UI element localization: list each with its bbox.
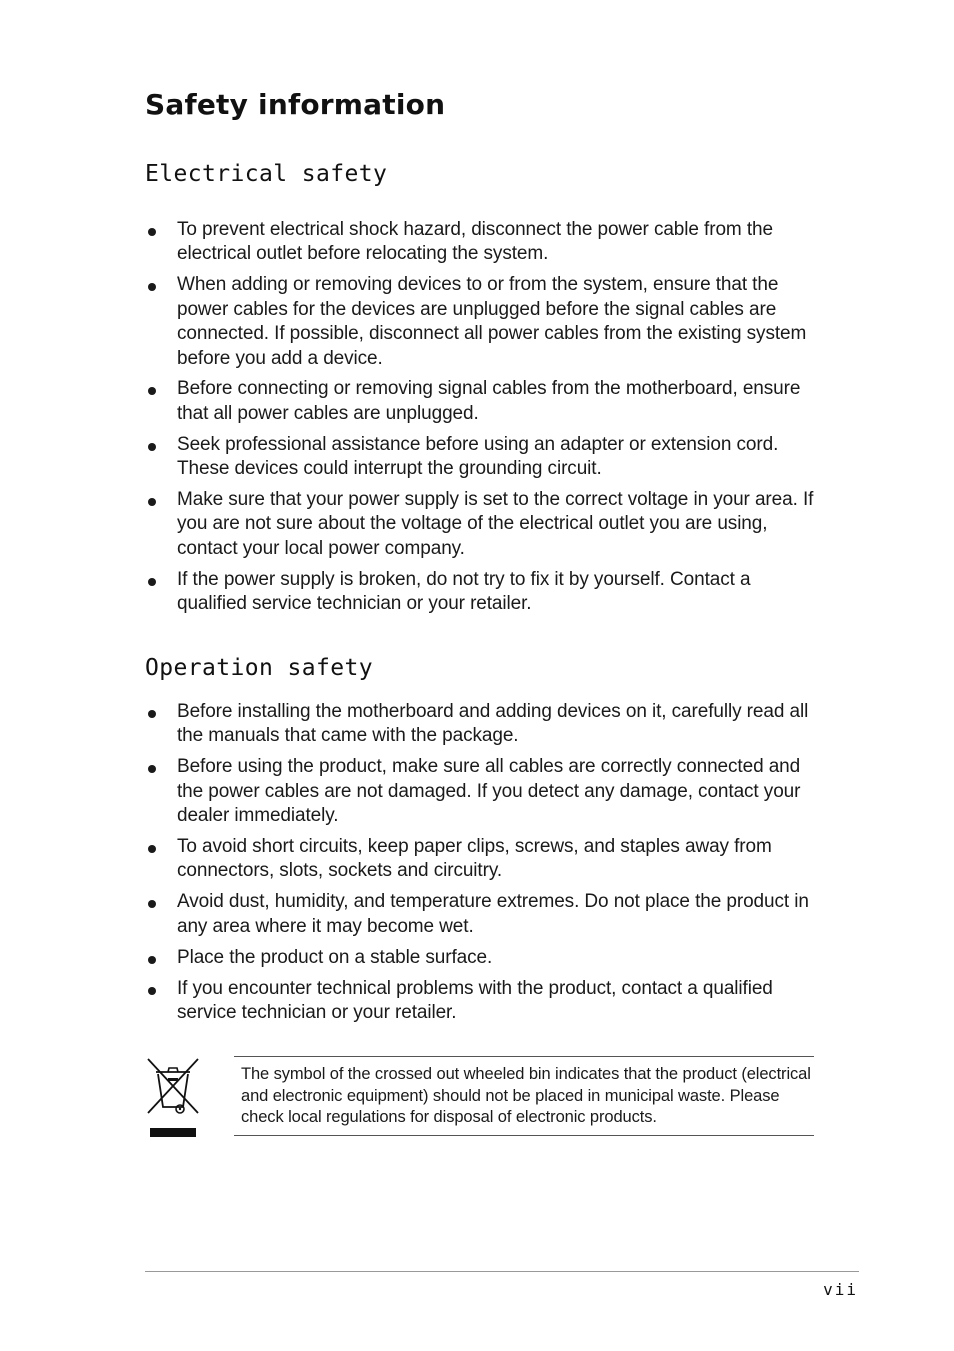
list-item <box>145 273 825 371</box>
list-item <box>145 377 825 426</box>
bullet-icon <box>148 845 156 853</box>
list-item <box>145 700 825 749</box>
weee-note-frame <box>234 1056 814 1136</box>
list-item-text: Place the product on a stable surface. <box>177 946 493 968</box>
list-item <box>145 890 825 939</box>
electrical-safety-heading: Electrical safety <box>145 161 388 187</box>
list-item-text: Make sure that your power supply is set to the correct voltage in your area. If you are not sure about the voltage of the electrical outlet you are using, contact your local power company. <box>177 489 814 559</box>
list-item-text: Avoid dust, humidity, and temperature extremes. Do not place the product in any area where it may become wet. <box>177 891 809 937</box>
bullet-icon <box>148 578 156 586</box>
list-item-text: When adding or removing devices to or from the system, ensure that the power cables for the devices are unplugged before the signal cables are connected. If possible, disconnect all power cables from the existing system before you add a device. <box>177 274 807 369</box>
list-item-text: If the power supply is broken, do not try to fix it by yourself. Contact a qualified service technician or your retailer. <box>177 568 751 615</box>
list-item <box>145 433 825 482</box>
bullet-icon <box>148 443 156 451</box>
operation-safety-list <box>145 700 825 1032</box>
bullet-icon <box>148 498 156 506</box>
bullet-icon <box>148 987 156 995</box>
list-item <box>145 977 825 1026</box>
bullet-icon <box>148 956 156 964</box>
list-item-text: Before installing the motherboard and adding devices on it, carefully read all the manuals that came with the package. <box>177 701 809 747</box>
list-item <box>145 488 825 561</box>
list-item <box>145 218 825 267</box>
list-item <box>145 946 825 970</box>
list-item <box>145 835 825 884</box>
page-number: vii <box>823 1280 858 1299</box>
list-item-text: To prevent electrical shock hazard, disconnect the power cable from the electrical outlet before relocating the system. <box>177 219 773 265</box>
bullet-icon <box>148 900 156 908</box>
list-item-text: Before connecting or removing signal cables from the motherboard, ensure that all power cables are unplugged. <box>177 378 801 424</box>
page-title: Safety information <box>145 88 446 121</box>
bullet-icon <box>148 283 156 291</box>
operation-safety-heading: Operation safety <box>145 655 373 681</box>
bullet-icon <box>148 765 156 773</box>
bullet-icon <box>148 710 156 718</box>
list-item-text: To avoid short circuits, keep paper clips, screws, and staples away from connectors, slots, sockets and circuitry. <box>177 836 772 882</box>
list-item <box>145 568 825 617</box>
list-item-text: Seek professional assistance before using an adapter or extension cord. These devices could interrupt the grounding circuit. <box>177 433 779 480</box>
bullet-icon <box>148 387 156 395</box>
list-item-text: If you encounter technical problems with the product, contact a qualified service technician or your retailer. <box>177 977 773 1023</box>
list-item-text: Before using the product, make sure all cables are correctly connected and the power cables are not damaged. If you detect any damage, contact your dealer immediately. <box>177 756 801 827</box>
bullet-icon <box>148 228 156 236</box>
weee-note-text: The symbol of the crossed out wheeled bin indicates that the product (electrical and electronic equipment) should not be placed in municipal waste. Please check local regulations for disposal of electronic products. <box>241 1065 811 1126</box>
crossed-out-wheeled-bin-icon <box>144 1055 202 1141</box>
weee-disposal-note <box>144 1055 816 1141</box>
list-item <box>145 755 825 828</box>
electrical-safety-list <box>145 218 825 623</box>
footer-divider <box>145 1271 859 1272</box>
